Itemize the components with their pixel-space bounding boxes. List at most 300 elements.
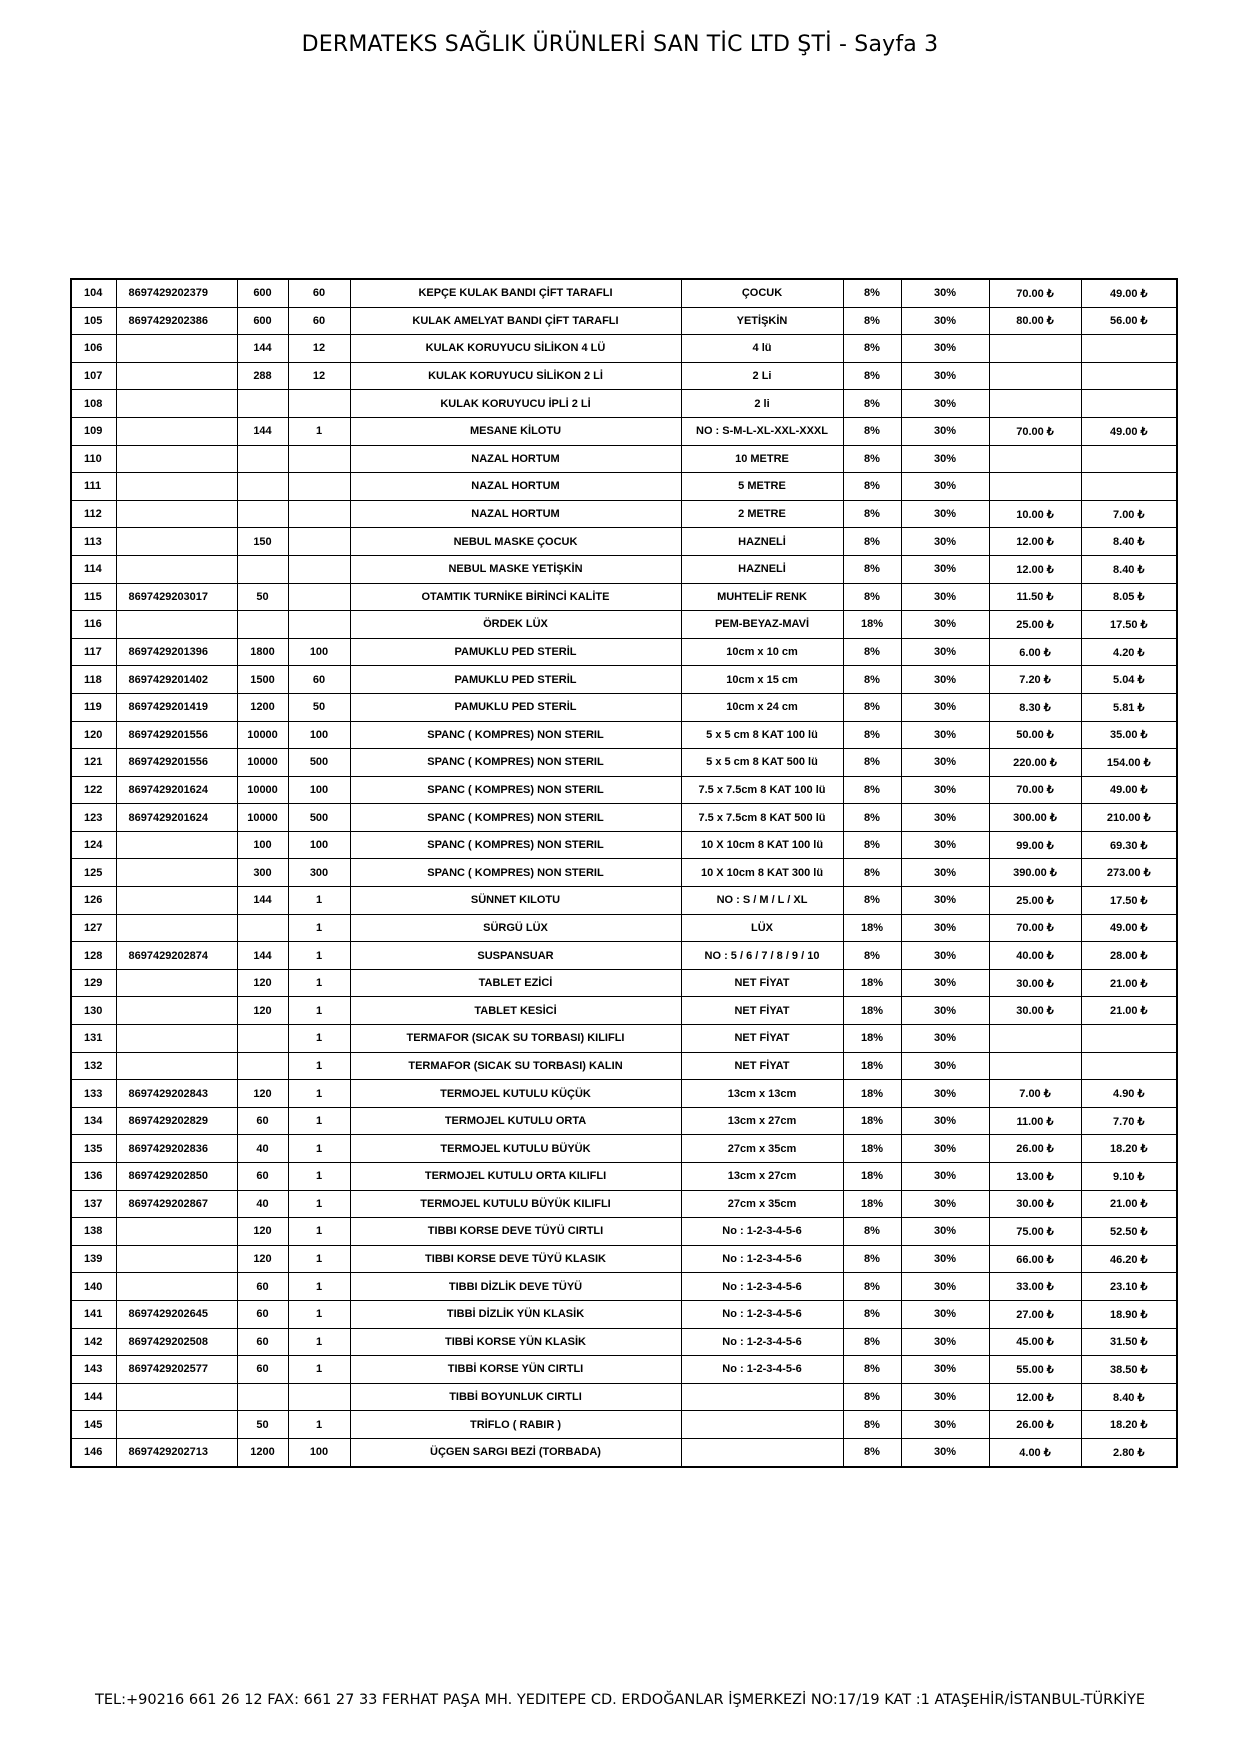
discount-rate-cell: 30% bbox=[901, 611, 989, 639]
vat-rate-cell: 8% bbox=[843, 362, 901, 390]
discount-rate-cell: 30% bbox=[901, 859, 989, 887]
specification-cell: YETİŞKİN bbox=[681, 307, 843, 335]
product-name-cell: MESANE KİLOTU bbox=[350, 417, 681, 445]
net-price-cell bbox=[1081, 1025, 1177, 1053]
pack-quantity-cell: 1 bbox=[288, 417, 350, 445]
discount-rate-cell: 30% bbox=[901, 997, 989, 1025]
table-row bbox=[71, 859, 1177, 887]
list-price-cell: 25.00 ₺ bbox=[989, 887, 1081, 915]
barcode-cell: 8697429202874 bbox=[116, 942, 237, 970]
net-price-cell: 49.00 ₺ bbox=[1081, 776, 1177, 804]
vat-rate-cell: 8% bbox=[843, 1300, 901, 1328]
row-number-cell: 108 bbox=[71, 390, 116, 418]
discount-rate-cell: 30% bbox=[901, 307, 989, 335]
net-price-cell: 21.00 ₺ bbox=[1081, 1190, 1177, 1218]
pack-quantity-cell: 1 bbox=[288, 1080, 350, 1108]
list-price-cell: 11.50 ₺ bbox=[989, 583, 1081, 611]
product-name-cell: TIBBI DİZLİK DEVE TÜYÜ bbox=[350, 1273, 681, 1301]
row-number-cell: 129 bbox=[71, 969, 116, 997]
discount-rate-cell: 30% bbox=[901, 1107, 989, 1135]
specification-cell: NO : 5 / 6 / 7 / 8 / 9 / 10 bbox=[681, 942, 843, 970]
list-price-cell: 25.00 ₺ bbox=[989, 611, 1081, 639]
barcode-cell: 8697429202867 bbox=[116, 1190, 237, 1218]
pack-quantity-cell bbox=[288, 528, 350, 556]
list-price-cell: 26.00 ₺ bbox=[989, 1135, 1081, 1163]
discount-rate-cell: 30% bbox=[901, 1080, 989, 1108]
pack-quantity-cell: 1 bbox=[288, 1052, 350, 1080]
specification-cell: 13cm x 27cm bbox=[681, 1163, 843, 1191]
vat-rate-cell: 8% bbox=[843, 1438, 901, 1466]
vat-rate-cell: 8% bbox=[843, 859, 901, 887]
pack-quantity-cell: 1 bbox=[288, 1163, 350, 1191]
product-name-cell: KULAK AMELYAT BANDI ÇİFT TARAFLI bbox=[350, 307, 681, 335]
row-number-cell: 134 bbox=[71, 1107, 116, 1135]
row-number-cell: 138 bbox=[71, 1218, 116, 1246]
table-row bbox=[71, 1273, 1177, 1301]
row-number-cell: 112 bbox=[71, 500, 116, 528]
barcode-cell bbox=[116, 1052, 237, 1080]
net-price-cell: 38.50 ₺ bbox=[1081, 1356, 1177, 1384]
discount-rate-cell: 30% bbox=[901, 721, 989, 749]
box-quantity-cell: 40 bbox=[237, 1190, 288, 1218]
specification-cell bbox=[681, 1383, 843, 1411]
table-row bbox=[71, 1383, 1177, 1411]
row-number-cell: 127 bbox=[71, 914, 116, 942]
table-row bbox=[71, 1025, 1177, 1053]
vat-rate-cell: 8% bbox=[843, 721, 901, 749]
box-quantity-cell: 120 bbox=[237, 1218, 288, 1246]
list-price-cell: 30.00 ₺ bbox=[989, 1190, 1081, 1218]
barcode-cell: 8697429203017 bbox=[116, 583, 237, 611]
pack-quantity-cell bbox=[288, 500, 350, 528]
barcode-cell: 8697429201624 bbox=[116, 776, 237, 804]
discount-rate-cell: 30% bbox=[901, 1328, 989, 1356]
pack-quantity-cell: 1 bbox=[288, 1300, 350, 1328]
list-price-cell: 7.20 ₺ bbox=[989, 666, 1081, 694]
product-name-cell: TERMAFOR (SICAK SU TORBASI) KILIFLI bbox=[350, 1025, 681, 1053]
vat-rate-cell: 8% bbox=[843, 335, 901, 363]
pack-quantity-cell: 1 bbox=[288, 887, 350, 915]
net-price-cell: 28.00 ₺ bbox=[1081, 942, 1177, 970]
discount-rate-cell: 30% bbox=[901, 1383, 989, 1411]
row-number-cell: 120 bbox=[71, 721, 116, 749]
product-name-cell: SÜRGÜ LÜX bbox=[350, 914, 681, 942]
product-name-cell: TERMOJEL KUTULU ORTA bbox=[350, 1107, 681, 1135]
specification-cell: NET FİYAT bbox=[681, 1025, 843, 1053]
pack-quantity-cell: 1 bbox=[288, 1107, 350, 1135]
box-quantity-cell: 600 bbox=[237, 307, 288, 335]
box-quantity-cell bbox=[237, 500, 288, 528]
vat-rate-cell: 8% bbox=[843, 307, 901, 335]
product-name-cell: PAMUKLU PED STERİL bbox=[350, 666, 681, 694]
box-quantity-cell: 60 bbox=[237, 1273, 288, 1301]
net-price-cell: 8.05 ₺ bbox=[1081, 583, 1177, 611]
specification-cell: 10 X 10cm 8 KAT 100 lü bbox=[681, 831, 843, 859]
table-row bbox=[71, 914, 1177, 942]
vat-rate-cell: 8% bbox=[843, 1245, 901, 1273]
product-name-cell: TIBBİ KORSE YÜN KLASİK bbox=[350, 1328, 681, 1356]
specification-cell bbox=[681, 1411, 843, 1439]
pack-quantity-cell: 1 bbox=[288, 1411, 350, 1439]
row-number-cell: 123 bbox=[71, 804, 116, 832]
box-quantity-cell: 60 bbox=[237, 1328, 288, 1356]
row-number-cell: 136 bbox=[71, 1163, 116, 1191]
net-price-cell: 5.81 ₺ bbox=[1081, 693, 1177, 721]
product-name-cell: TABLET EZİCİ bbox=[350, 969, 681, 997]
discount-rate-cell: 30% bbox=[901, 749, 989, 777]
discount-rate-cell: 30% bbox=[901, 473, 989, 501]
specification-cell: No : 1-2-3-4-5-6 bbox=[681, 1273, 843, 1301]
box-quantity-cell bbox=[237, 1025, 288, 1053]
specification-cell: HAZNELİ bbox=[681, 555, 843, 583]
barcode-cell: 8697429201556 bbox=[116, 749, 237, 777]
row-number-cell: 146 bbox=[71, 1438, 116, 1466]
row-number-cell: 143 bbox=[71, 1356, 116, 1384]
barcode-cell bbox=[116, 1383, 237, 1411]
vat-rate-cell: 8% bbox=[843, 390, 901, 418]
row-number-cell: 144 bbox=[71, 1383, 116, 1411]
product-name-cell: SPANC ( KOMPRES) NON STERIL bbox=[350, 749, 681, 777]
table-row bbox=[71, 1356, 1177, 1384]
discount-rate-cell: 30% bbox=[901, 583, 989, 611]
discount-rate-cell: 30% bbox=[901, 666, 989, 694]
row-number-cell: 113 bbox=[71, 528, 116, 556]
list-price-cell: 10.00 ₺ bbox=[989, 500, 1081, 528]
barcode-cell bbox=[116, 362, 237, 390]
list-price-cell: 390.00 ₺ bbox=[989, 859, 1081, 887]
specification-cell: 10cm x 10 cm bbox=[681, 638, 843, 666]
specification-cell: 7.5 x 7.5cm 8 KAT 100 lü bbox=[681, 776, 843, 804]
barcode-cell bbox=[116, 1218, 237, 1246]
product-name-cell: PAMUKLU PED STERİL bbox=[350, 693, 681, 721]
product-name-cell: TIBBİ BOYUNLUK CIRTLI bbox=[350, 1383, 681, 1411]
pack-quantity-cell: 1 bbox=[288, 969, 350, 997]
discount-rate-cell: 30% bbox=[901, 693, 989, 721]
list-price-cell bbox=[989, 473, 1081, 501]
row-number-cell: 145 bbox=[71, 1411, 116, 1439]
vat-rate-cell: 8% bbox=[843, 942, 901, 970]
discount-rate-cell: 30% bbox=[901, 500, 989, 528]
row-number-cell: 119 bbox=[71, 693, 116, 721]
list-price-cell: 50.00 ₺ bbox=[989, 721, 1081, 749]
box-quantity-cell: 10000 bbox=[237, 749, 288, 777]
vat-rate-cell: 8% bbox=[843, 1356, 901, 1384]
specification-cell: 10cm x 24 cm bbox=[681, 693, 843, 721]
list-price-cell: 70.00 ₺ bbox=[989, 279, 1081, 307]
pack-quantity-cell: 1 bbox=[288, 1025, 350, 1053]
box-quantity-cell: 144 bbox=[237, 335, 288, 363]
box-quantity-cell: 10000 bbox=[237, 804, 288, 832]
pack-quantity-cell: 100 bbox=[288, 638, 350, 666]
net-price-cell: 23.10 ₺ bbox=[1081, 1273, 1177, 1301]
discount-rate-cell: 30% bbox=[901, 804, 989, 832]
net-price-cell: 35.00 ₺ bbox=[1081, 721, 1177, 749]
specification-cell: LÜX bbox=[681, 914, 843, 942]
vat-rate-cell: 18% bbox=[843, 914, 901, 942]
discount-rate-cell: 30% bbox=[901, 942, 989, 970]
box-quantity-cell: 120 bbox=[237, 1245, 288, 1273]
specification-cell: 10 X 10cm 8 KAT 300 lü bbox=[681, 859, 843, 887]
box-quantity-cell: 300 bbox=[237, 859, 288, 887]
vat-rate-cell: 8% bbox=[843, 500, 901, 528]
specification-cell: NO : S-M-L-XL-XXL-XXXL bbox=[681, 417, 843, 445]
box-quantity-cell: 144 bbox=[237, 417, 288, 445]
discount-rate-cell: 30% bbox=[901, 1438, 989, 1466]
list-price-cell bbox=[989, 335, 1081, 363]
pack-quantity-cell: 50 bbox=[288, 693, 350, 721]
vat-rate-cell: 18% bbox=[843, 1025, 901, 1053]
table-row bbox=[71, 555, 1177, 583]
list-price-cell: 8.30 ₺ bbox=[989, 693, 1081, 721]
list-price-cell bbox=[989, 1052, 1081, 1080]
barcode-cell bbox=[116, 1025, 237, 1053]
barcode-cell bbox=[116, 555, 237, 583]
vat-rate-cell: 18% bbox=[843, 1107, 901, 1135]
box-quantity-cell: 60 bbox=[237, 1107, 288, 1135]
specification-cell: No : 1-2-3-4-5-6 bbox=[681, 1356, 843, 1384]
row-number-cell: 131 bbox=[71, 1025, 116, 1053]
product-name-cell: TERMOJEL KUTULU ORTA KILIFLI bbox=[350, 1163, 681, 1191]
net-price-cell bbox=[1081, 362, 1177, 390]
pack-quantity-cell bbox=[288, 473, 350, 501]
barcode-cell bbox=[116, 1273, 237, 1301]
row-number-cell: 132 bbox=[71, 1052, 116, 1080]
net-price-cell: 8.40 ₺ bbox=[1081, 528, 1177, 556]
box-quantity-cell: 1800 bbox=[237, 638, 288, 666]
table-row bbox=[71, 1438, 1177, 1466]
list-price-cell: 11.00 ₺ bbox=[989, 1107, 1081, 1135]
discount-rate-cell: 30% bbox=[901, 831, 989, 859]
row-number-cell: 118 bbox=[71, 666, 116, 694]
list-price-cell: 75.00 ₺ bbox=[989, 1218, 1081, 1246]
row-number-cell: 126 bbox=[71, 887, 116, 915]
product-name-cell: TIBBI KORSE DEVE TÜYÜ KLASIK bbox=[350, 1245, 681, 1273]
specification-cell: No : 1-2-3-4-5-6 bbox=[681, 1218, 843, 1246]
vat-rate-cell: 8% bbox=[843, 1383, 901, 1411]
product-name-cell: NEBUL MASKE YETİŞKİN bbox=[350, 555, 681, 583]
net-price-cell: 7.70 ₺ bbox=[1081, 1107, 1177, 1135]
product-name-cell: KULAK KORUYUCU SİLİKON 2 Lİ bbox=[350, 362, 681, 390]
discount-rate-cell: 30% bbox=[901, 969, 989, 997]
discount-rate-cell: 30% bbox=[901, 1218, 989, 1246]
product-name-cell: KULAK KORUYUCU İPLİ 2 Lİ bbox=[350, 390, 681, 418]
box-quantity-cell: 1200 bbox=[237, 1438, 288, 1466]
vat-rate-cell: 8% bbox=[843, 1411, 901, 1439]
row-number-cell: 128 bbox=[71, 942, 116, 970]
net-price-cell: 4.20 ₺ bbox=[1081, 638, 1177, 666]
row-number-cell: 121 bbox=[71, 749, 116, 777]
table-row bbox=[71, 776, 1177, 804]
pack-quantity-cell: 100 bbox=[288, 721, 350, 749]
table-row bbox=[71, 1245, 1177, 1273]
vat-rate-cell: 8% bbox=[843, 776, 901, 804]
box-quantity-cell: 288 bbox=[237, 362, 288, 390]
net-price-cell: 49.00 ₺ bbox=[1081, 279, 1177, 307]
box-quantity-cell: 120 bbox=[237, 969, 288, 997]
row-number-cell: 122 bbox=[71, 776, 116, 804]
product-name-cell: KEPÇE KULAK BANDI ÇİFT TARAFLI bbox=[350, 279, 681, 307]
pack-quantity-cell: 100 bbox=[288, 1438, 350, 1466]
list-price-cell: 33.00 ₺ bbox=[989, 1273, 1081, 1301]
barcode-cell: 8697429201396 bbox=[116, 638, 237, 666]
specification-cell: 2 METRE bbox=[681, 500, 843, 528]
box-quantity-cell bbox=[237, 1383, 288, 1411]
price-table bbox=[70, 278, 1178, 1468]
table-row bbox=[71, 528, 1177, 556]
table-row bbox=[71, 1052, 1177, 1080]
box-quantity-cell: 120 bbox=[237, 1080, 288, 1108]
box-quantity-cell bbox=[237, 445, 288, 473]
barcode-cell: 8697429202829 bbox=[116, 1107, 237, 1135]
row-number-cell: 116 bbox=[71, 611, 116, 639]
table-row bbox=[71, 1190, 1177, 1218]
list-price-cell: 26.00 ₺ bbox=[989, 1411, 1081, 1439]
list-price-cell: 80.00 ₺ bbox=[989, 307, 1081, 335]
box-quantity-cell: 50 bbox=[237, 1411, 288, 1439]
row-number-cell: 115 bbox=[71, 583, 116, 611]
table-row bbox=[71, 1080, 1177, 1108]
table-row bbox=[71, 335, 1177, 363]
discount-rate-cell: 30% bbox=[901, 1163, 989, 1191]
net-price-cell: 69.30 ₺ bbox=[1081, 831, 1177, 859]
discount-rate-cell: 30% bbox=[901, 1135, 989, 1163]
specification-cell: 13cm x 27cm bbox=[681, 1107, 843, 1135]
specification-cell: 5 x 5 cm 8 KAT 100 lü bbox=[681, 721, 843, 749]
barcode-cell bbox=[116, 445, 237, 473]
vat-rate-cell: 18% bbox=[843, 1163, 901, 1191]
table-body bbox=[71, 279, 1177, 1467]
box-quantity-cell: 60 bbox=[237, 1163, 288, 1191]
vat-rate-cell: 18% bbox=[843, 997, 901, 1025]
vat-rate-cell: 18% bbox=[843, 611, 901, 639]
net-price-cell: 21.00 ₺ bbox=[1081, 997, 1177, 1025]
product-name-cell: SPANC ( KOMPRES) NON STERIL bbox=[350, 721, 681, 749]
vat-rate-cell: 8% bbox=[843, 445, 901, 473]
table-row bbox=[71, 749, 1177, 777]
box-quantity-cell: 100 bbox=[237, 831, 288, 859]
barcode-cell: 8697429202836 bbox=[116, 1135, 237, 1163]
discount-rate-cell: 30% bbox=[901, 914, 989, 942]
row-number-cell: 140 bbox=[71, 1273, 116, 1301]
list-price-cell: 13.00 ₺ bbox=[989, 1163, 1081, 1191]
barcode-cell: 8697429202843 bbox=[116, 1080, 237, 1108]
box-quantity-cell: 1500 bbox=[237, 666, 288, 694]
pack-quantity-cell: 60 bbox=[288, 307, 350, 335]
box-quantity-cell bbox=[237, 473, 288, 501]
product-name-cell: TERMOJEL KUTULU BÜYÜK bbox=[350, 1135, 681, 1163]
product-name-cell: NAZAL HORTUM bbox=[350, 445, 681, 473]
table-row bbox=[71, 1163, 1177, 1191]
pack-quantity-cell bbox=[288, 555, 350, 583]
discount-rate-cell: 30% bbox=[901, 335, 989, 363]
net-price-cell: 18.90 ₺ bbox=[1081, 1300, 1177, 1328]
row-number-cell: 109 bbox=[71, 417, 116, 445]
barcode-cell: 8697429201624 bbox=[116, 804, 237, 832]
barcode-cell bbox=[116, 1245, 237, 1273]
discount-rate-cell: 30% bbox=[901, 638, 989, 666]
product-name-cell: NEBUL MASKE ÇOCUK bbox=[350, 528, 681, 556]
specification-cell: 13cm x 13cm bbox=[681, 1080, 843, 1108]
specification-cell: No : 1-2-3-4-5-6 bbox=[681, 1245, 843, 1273]
pack-quantity-cell: 60 bbox=[288, 279, 350, 307]
discount-rate-cell: 30% bbox=[901, 1245, 989, 1273]
table-row bbox=[71, 362, 1177, 390]
net-price-cell: 9.10 ₺ bbox=[1081, 1163, 1177, 1191]
row-number-cell: 124 bbox=[71, 831, 116, 859]
table-row bbox=[71, 969, 1177, 997]
product-name-cell: PAMUKLU PED STERİL bbox=[350, 638, 681, 666]
barcode-cell bbox=[116, 473, 237, 501]
specification-cell: 2 li bbox=[681, 390, 843, 418]
table-row bbox=[71, 417, 1177, 445]
row-number-cell: 110 bbox=[71, 445, 116, 473]
specification-cell: 27cm x 35cm bbox=[681, 1190, 843, 1218]
product-name-cell: SPANC ( KOMPRES) NON STERIL bbox=[350, 804, 681, 832]
vat-rate-cell: 18% bbox=[843, 1052, 901, 1080]
discount-rate-cell: 30% bbox=[901, 1025, 989, 1053]
barcode-cell bbox=[116, 914, 237, 942]
net-price-cell: 210.00 ₺ bbox=[1081, 804, 1177, 832]
specification-cell: NET FİYAT bbox=[681, 969, 843, 997]
net-price-cell: 8.40 ₺ bbox=[1081, 1383, 1177, 1411]
product-name-cell: SPANC ( KOMPRES) NON STERIL bbox=[350, 831, 681, 859]
row-number-cell: 141 bbox=[71, 1300, 116, 1328]
barcode-cell: 8697429202379 bbox=[116, 279, 237, 307]
specification-cell: NET FİYAT bbox=[681, 1052, 843, 1080]
box-quantity-cell bbox=[237, 555, 288, 583]
table-row bbox=[71, 1218, 1177, 1246]
box-quantity-cell bbox=[237, 611, 288, 639]
product-name-cell: SPANC ( KOMPRES) NON STERIL bbox=[350, 776, 681, 804]
discount-rate-cell: 30% bbox=[901, 362, 989, 390]
box-quantity-cell: 120 bbox=[237, 997, 288, 1025]
table-row bbox=[71, 804, 1177, 832]
table-row bbox=[71, 473, 1177, 501]
specification-cell: No : 1-2-3-4-5-6 bbox=[681, 1300, 843, 1328]
table-row bbox=[71, 611, 1177, 639]
specification-cell: NO : S / M / L / XL bbox=[681, 887, 843, 915]
net-price-cell: 18.20 ₺ bbox=[1081, 1411, 1177, 1439]
list-price-cell: 12.00 ₺ bbox=[989, 1383, 1081, 1411]
box-quantity-cell: 60 bbox=[237, 1356, 288, 1384]
barcode-cell bbox=[116, 500, 237, 528]
net-price-cell: 31.50 ₺ bbox=[1081, 1328, 1177, 1356]
specification-cell: 7.5 x 7.5cm 8 KAT 500 lü bbox=[681, 804, 843, 832]
pack-quantity-cell bbox=[288, 390, 350, 418]
discount-rate-cell: 30% bbox=[901, 417, 989, 445]
vat-rate-cell: 18% bbox=[843, 1190, 901, 1218]
vat-rate-cell: 8% bbox=[843, 693, 901, 721]
product-name-cell: SÜNNET KILOTU bbox=[350, 887, 681, 915]
table-row bbox=[71, 1107, 1177, 1135]
vat-rate-cell: 18% bbox=[843, 1135, 901, 1163]
discount-rate-cell: 30% bbox=[901, 1273, 989, 1301]
barcode-cell: 8697429202850 bbox=[116, 1163, 237, 1191]
discount-rate-cell: 30% bbox=[901, 1052, 989, 1080]
specification-cell: 4 lü bbox=[681, 335, 843, 363]
box-quantity-cell: 150 bbox=[237, 528, 288, 556]
list-price-cell: 40.00 ₺ bbox=[989, 942, 1081, 970]
specification-cell: 27cm x 35cm bbox=[681, 1135, 843, 1163]
pack-quantity-cell: 1 bbox=[288, 1218, 350, 1246]
box-quantity-cell: 144 bbox=[237, 887, 288, 915]
specification-cell: 2 Li bbox=[681, 362, 843, 390]
net-price-cell: 21.00 ₺ bbox=[1081, 969, 1177, 997]
barcode-cell bbox=[116, 1411, 237, 1439]
barcode-cell bbox=[116, 335, 237, 363]
net-price-cell bbox=[1081, 445, 1177, 473]
table-row bbox=[71, 942, 1177, 970]
